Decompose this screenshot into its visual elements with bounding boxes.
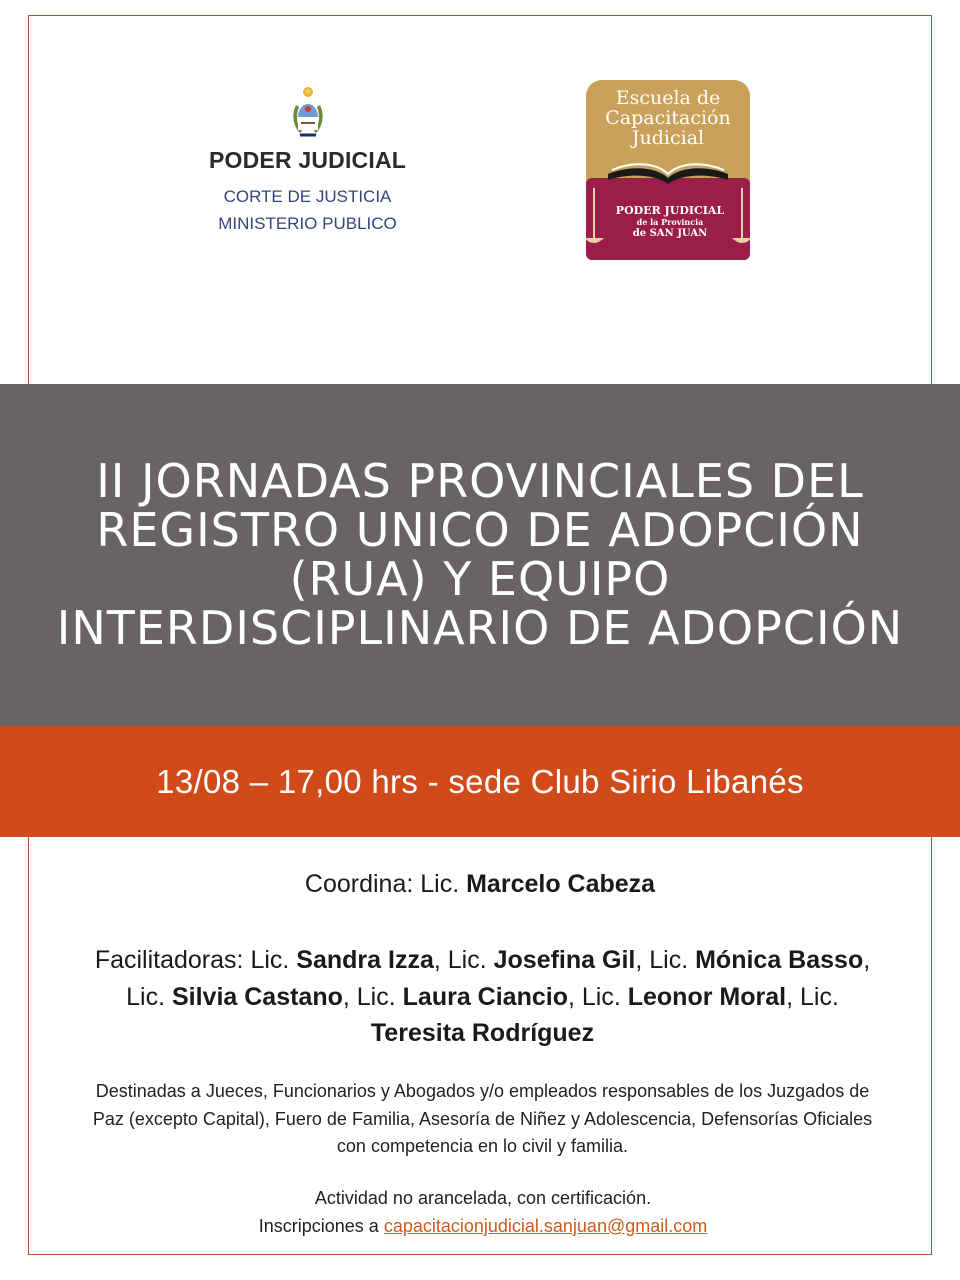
poder-judicial-logo: [200, 85, 415, 237]
event-title: II JORNADAS PROVINCIALES DEL REGISTRO UNICO DE ADOPCIÓN (RUA) Y EQUIPO INTERDISCIPLINARIO DE ADOPCIÓN: [56, 454, 904, 655]
poder-judicial-title: PODER JUDICIAL: [208, 147, 407, 173]
activity-note: Actividad no arancelada, con certificación.: [314, 1188, 652, 1208]
corte-de-justicia-label: CORTE DE JUSTICIA: [223, 187, 392, 206]
provincial-seal-icon: [288, 85, 328, 141]
coordinator-name: Marcelo Cabeza: [466, 870, 656, 898]
band-line-1: PODER JUDICIAL: [615, 204, 725, 217]
facilitator-name: Teresita Rodríguez: [370, 1019, 595, 1047]
registration-line: [0, 1216, 960, 1237]
escuela-line-2: Capacitación: [605, 107, 731, 129]
escuela-capacitacion-logo: [578, 78, 768, 270]
event-date-location: 13/08 – 17,00 hrs - sede Club Sirio Libanés: [156, 762, 804, 800]
title-band: [0, 384, 960, 726]
lic-label: Lic.: [250, 946, 290, 974]
lic-label: Lic.: [447, 946, 487, 974]
facilitators-paragraph: Facilitadoras: Lic. Sandra Izza, Lic. Josefina Gil, Lic. Mónica Basso, Lic. Silvia Castano, Lic. Laura Ciancio, Lic. Leonor Moral, Lic. Teresita Rodríguez: [94, 946, 871, 1047]
coordinator-line: [0, 870, 960, 899]
registration-email-link[interactable]: capacitacionjudicial.sanjuan@gmail.com: [383, 1216, 708, 1236]
escuela-line-3: Judicial: [631, 127, 705, 149]
facilitator-name: Sandra Izza: [296, 946, 434, 974]
facilitator-name: Mónica Basso: [695, 946, 864, 974]
lic-label: Lic.: [649, 946, 689, 974]
ministerio-publico-label: MINISTERIO PUBLICO: [218, 214, 397, 233]
lic-label: Lic.: [356, 982, 396, 1011]
lic-label: Lic.: [126, 982, 166, 1011]
audience-description: Destinadas a Jueces, Funcionarios y Abogados y/o empleados responsables de los Juzgados de Paz (excepto Capital), Fuero de Familia, Asesoría de Niñez y Adolescencia, Defensorías Oficiales con competencia en lo civil y familia.: [92, 1081, 873, 1156]
facilitator-name: Leonor Moral: [627, 982, 787, 1011]
coordinator-prefix: Coordina: Lic.: [304, 870, 467, 898]
facilitator-name: Josefina Gil: [493, 946, 636, 974]
date-band: [0, 726, 960, 837]
lic-label: Lic.: [581, 982, 621, 1011]
registration-prefix: Inscripciones a: [258, 1216, 384, 1236]
facilitators-prefix: Facilitadoras:: [94, 946, 251, 974]
band-line-3: de SAN JUAN: [632, 228, 708, 239]
lic-label: Lic.: [799, 982, 839, 1011]
facilitator-name: Laura Ciancio: [402, 982, 568, 1011]
band-line-2: de la Provincia: [636, 217, 704, 227]
facilitator-name: Silvia Castano: [171, 982, 343, 1011]
escuela-line-1: Escuela de: [615, 87, 721, 109]
